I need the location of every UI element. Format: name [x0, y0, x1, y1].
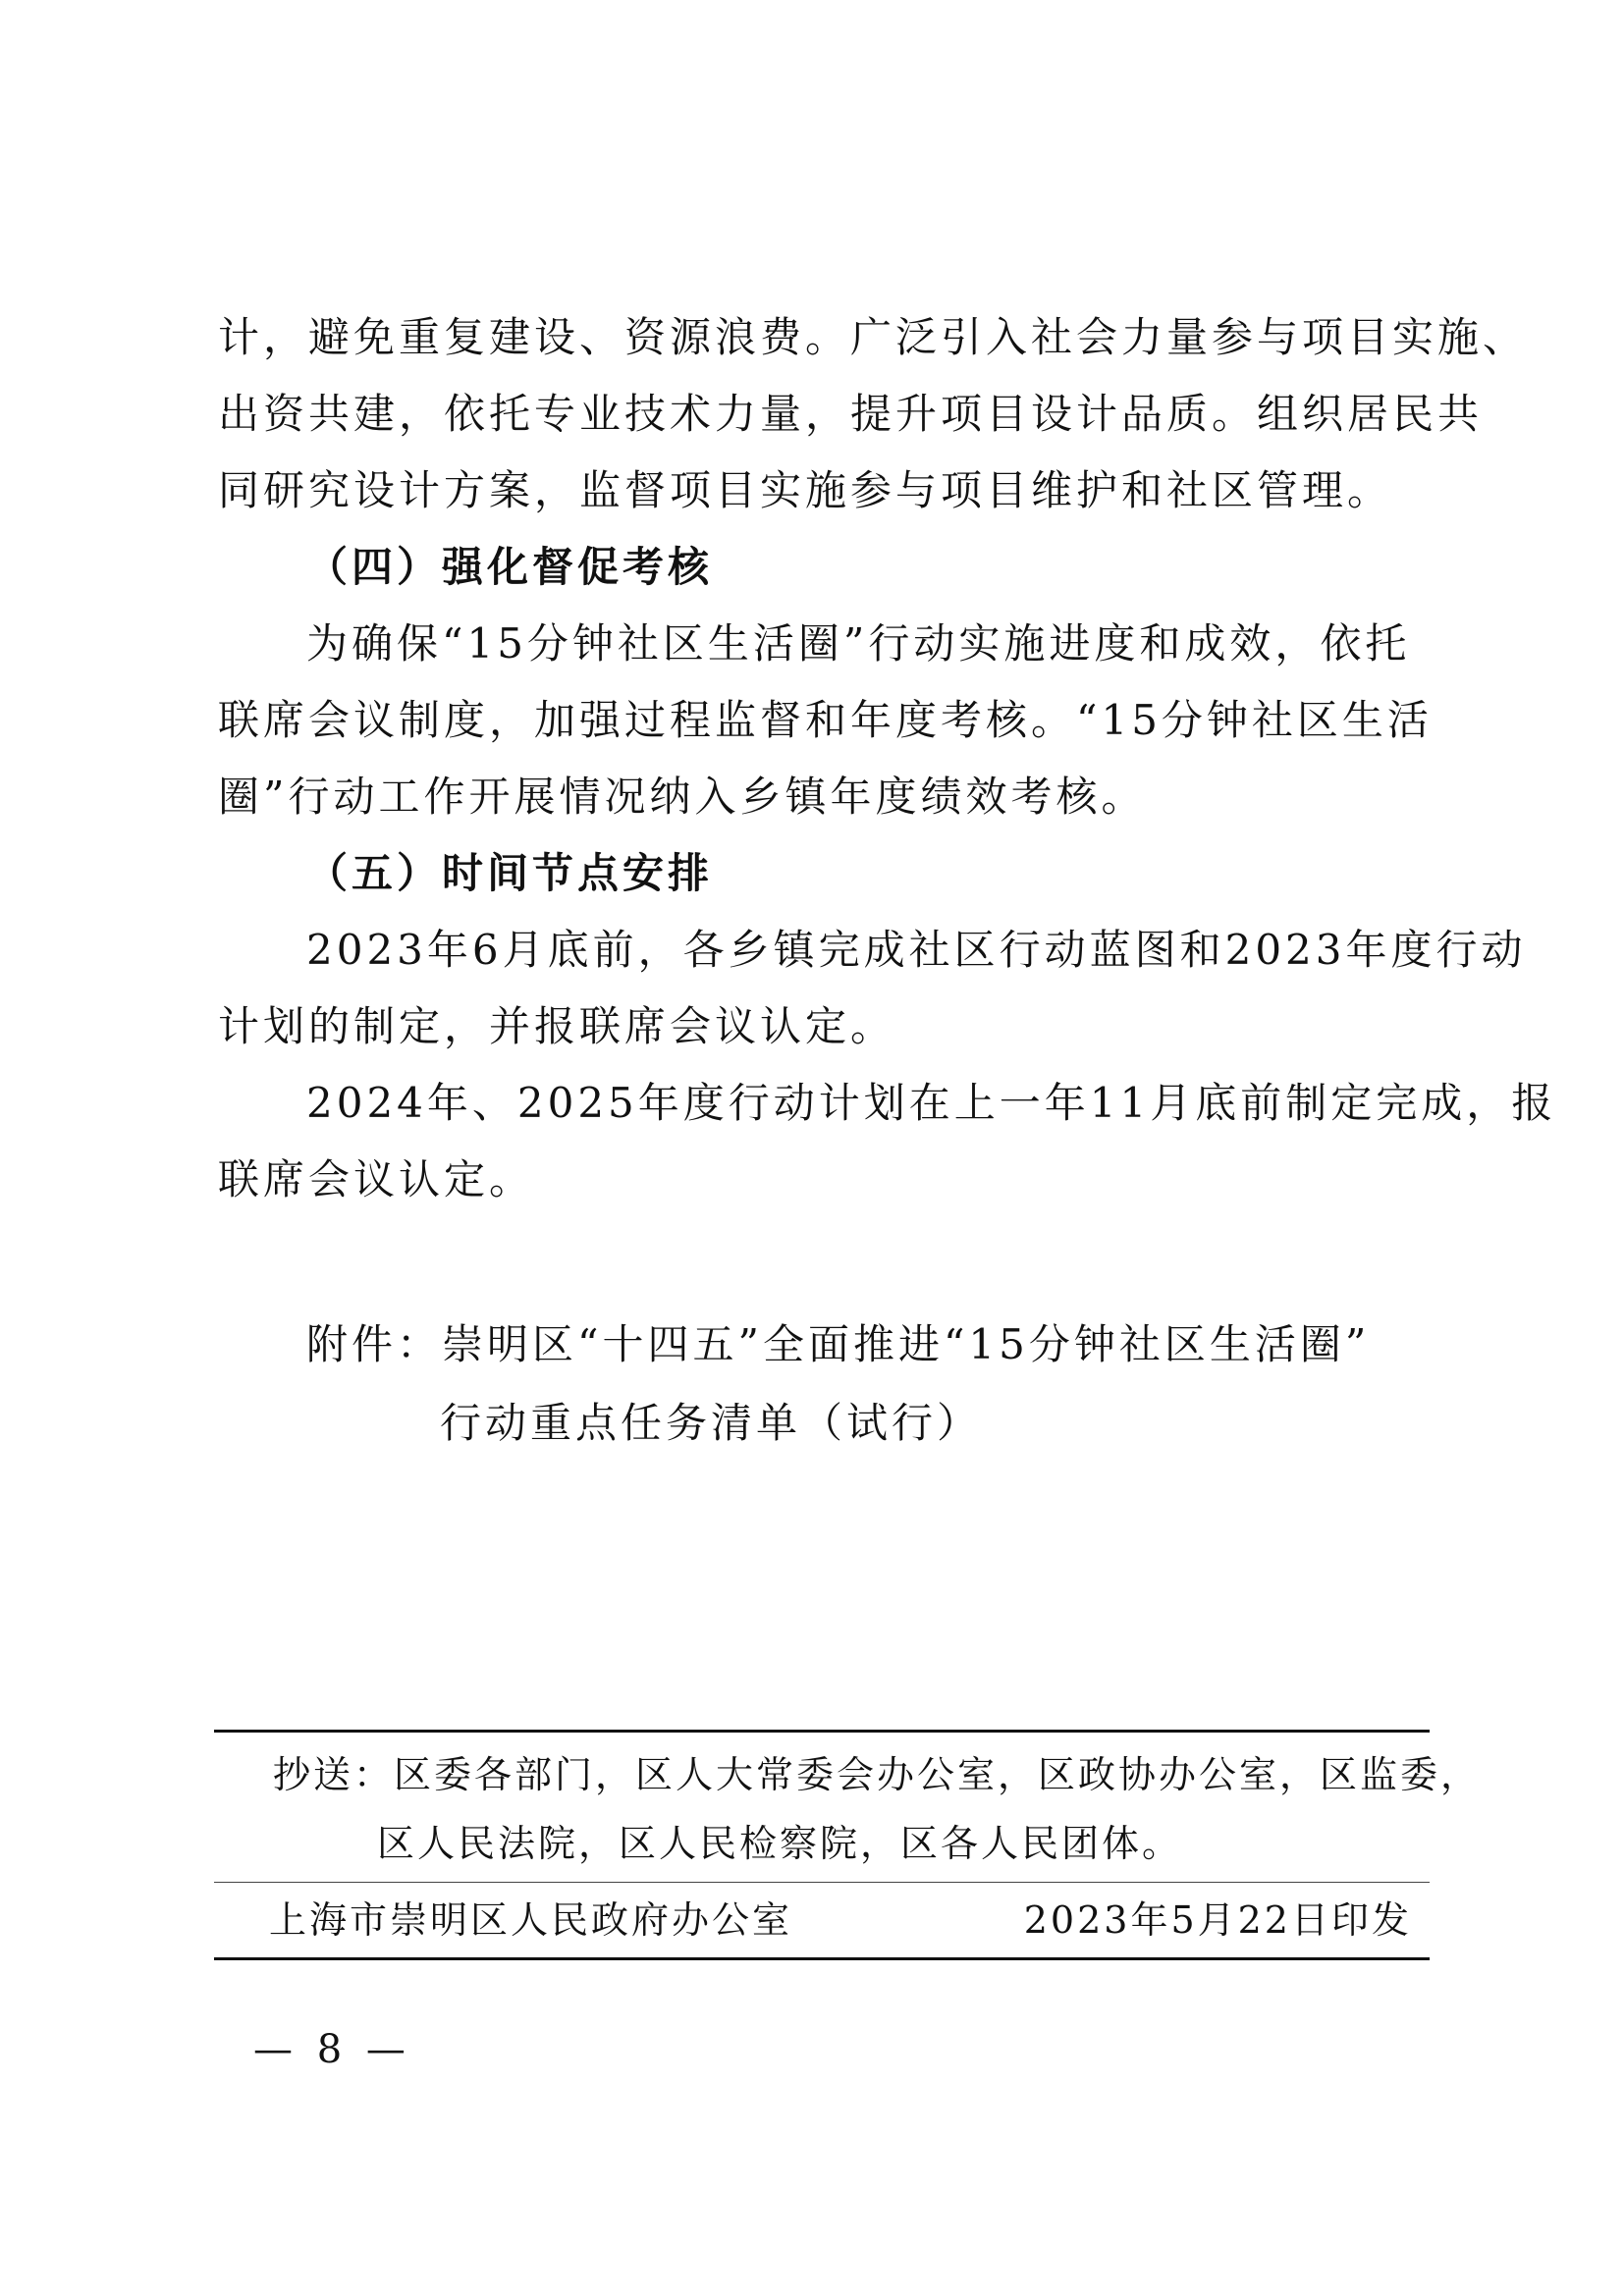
distribution-block [214, 1730, 1482, 1960]
body-line: 计划的制定，并报联席会议认定。 [218, 1002, 896, 1050]
section-heading-5: （五）时间节点安排 [306, 849, 714, 897]
body-line: 联席会议认定。 [218, 1155, 535, 1203]
cc-line: 抄送：区委各部门，区人大常委会办公室，区政协办公室，区监委， [273, 1753, 1482, 1796]
issuer-name: 上海市崇明区人民政府办公室 [269, 1898, 793, 1942]
section-heading-4: （四）强化督促考核 [306, 543, 714, 591]
body-line: 同研究设计方案，监督项目实施参与项目维护和社区管理。 [218, 466, 1393, 514]
body-line: 计，避免重复建设、资源浪费。广泛引入社会力量参与项目实施、 [218, 313, 1529, 361]
body-line: 为确保“15分钟社区生活圈”行动实施进度和成效，依托 [306, 619, 1411, 667]
bottom-rule [214, 1957, 1430, 1960]
issue-date: 2023年5月22日印发 [1023, 1898, 1412, 1942]
attachment-line: 附件：崇明区“十四五”全面推进“15分钟社区生活圈” [306, 1320, 1371, 1368]
attachment-note [306, 1306, 1370, 1463]
page-number: — 8 — [253, 2027, 411, 2072]
body-text [218, 299, 1557, 1218]
body-line: 2024年、2025年度行动计划在上一年11月底前制定完成，报 [306, 1079, 1557, 1127]
attachment-line: 行动重点任务清单（试行） [440, 1399, 983, 1447]
issuer-row [214, 1883, 1430, 1957]
body-line: 出资共建，依托专业技术力量，提升项目设计品质。组织居民共 [218, 390, 1484, 438]
body-line: 联席会议制度，加强过程监督和年度考核。“15分钟社区生活 [218, 696, 1433, 744]
cc-line: 区人民法院，区人民检察院，区各人民团体。 [377, 1822, 1183, 1865]
body-line: 2023年6月底前，各乡镇完成社区行动蓝图和2023年度行动 [306, 926, 1527, 974]
body-line: 圈”行动工作开展情况纳入乡镇年度绩效考核。 [218, 773, 1147, 821]
